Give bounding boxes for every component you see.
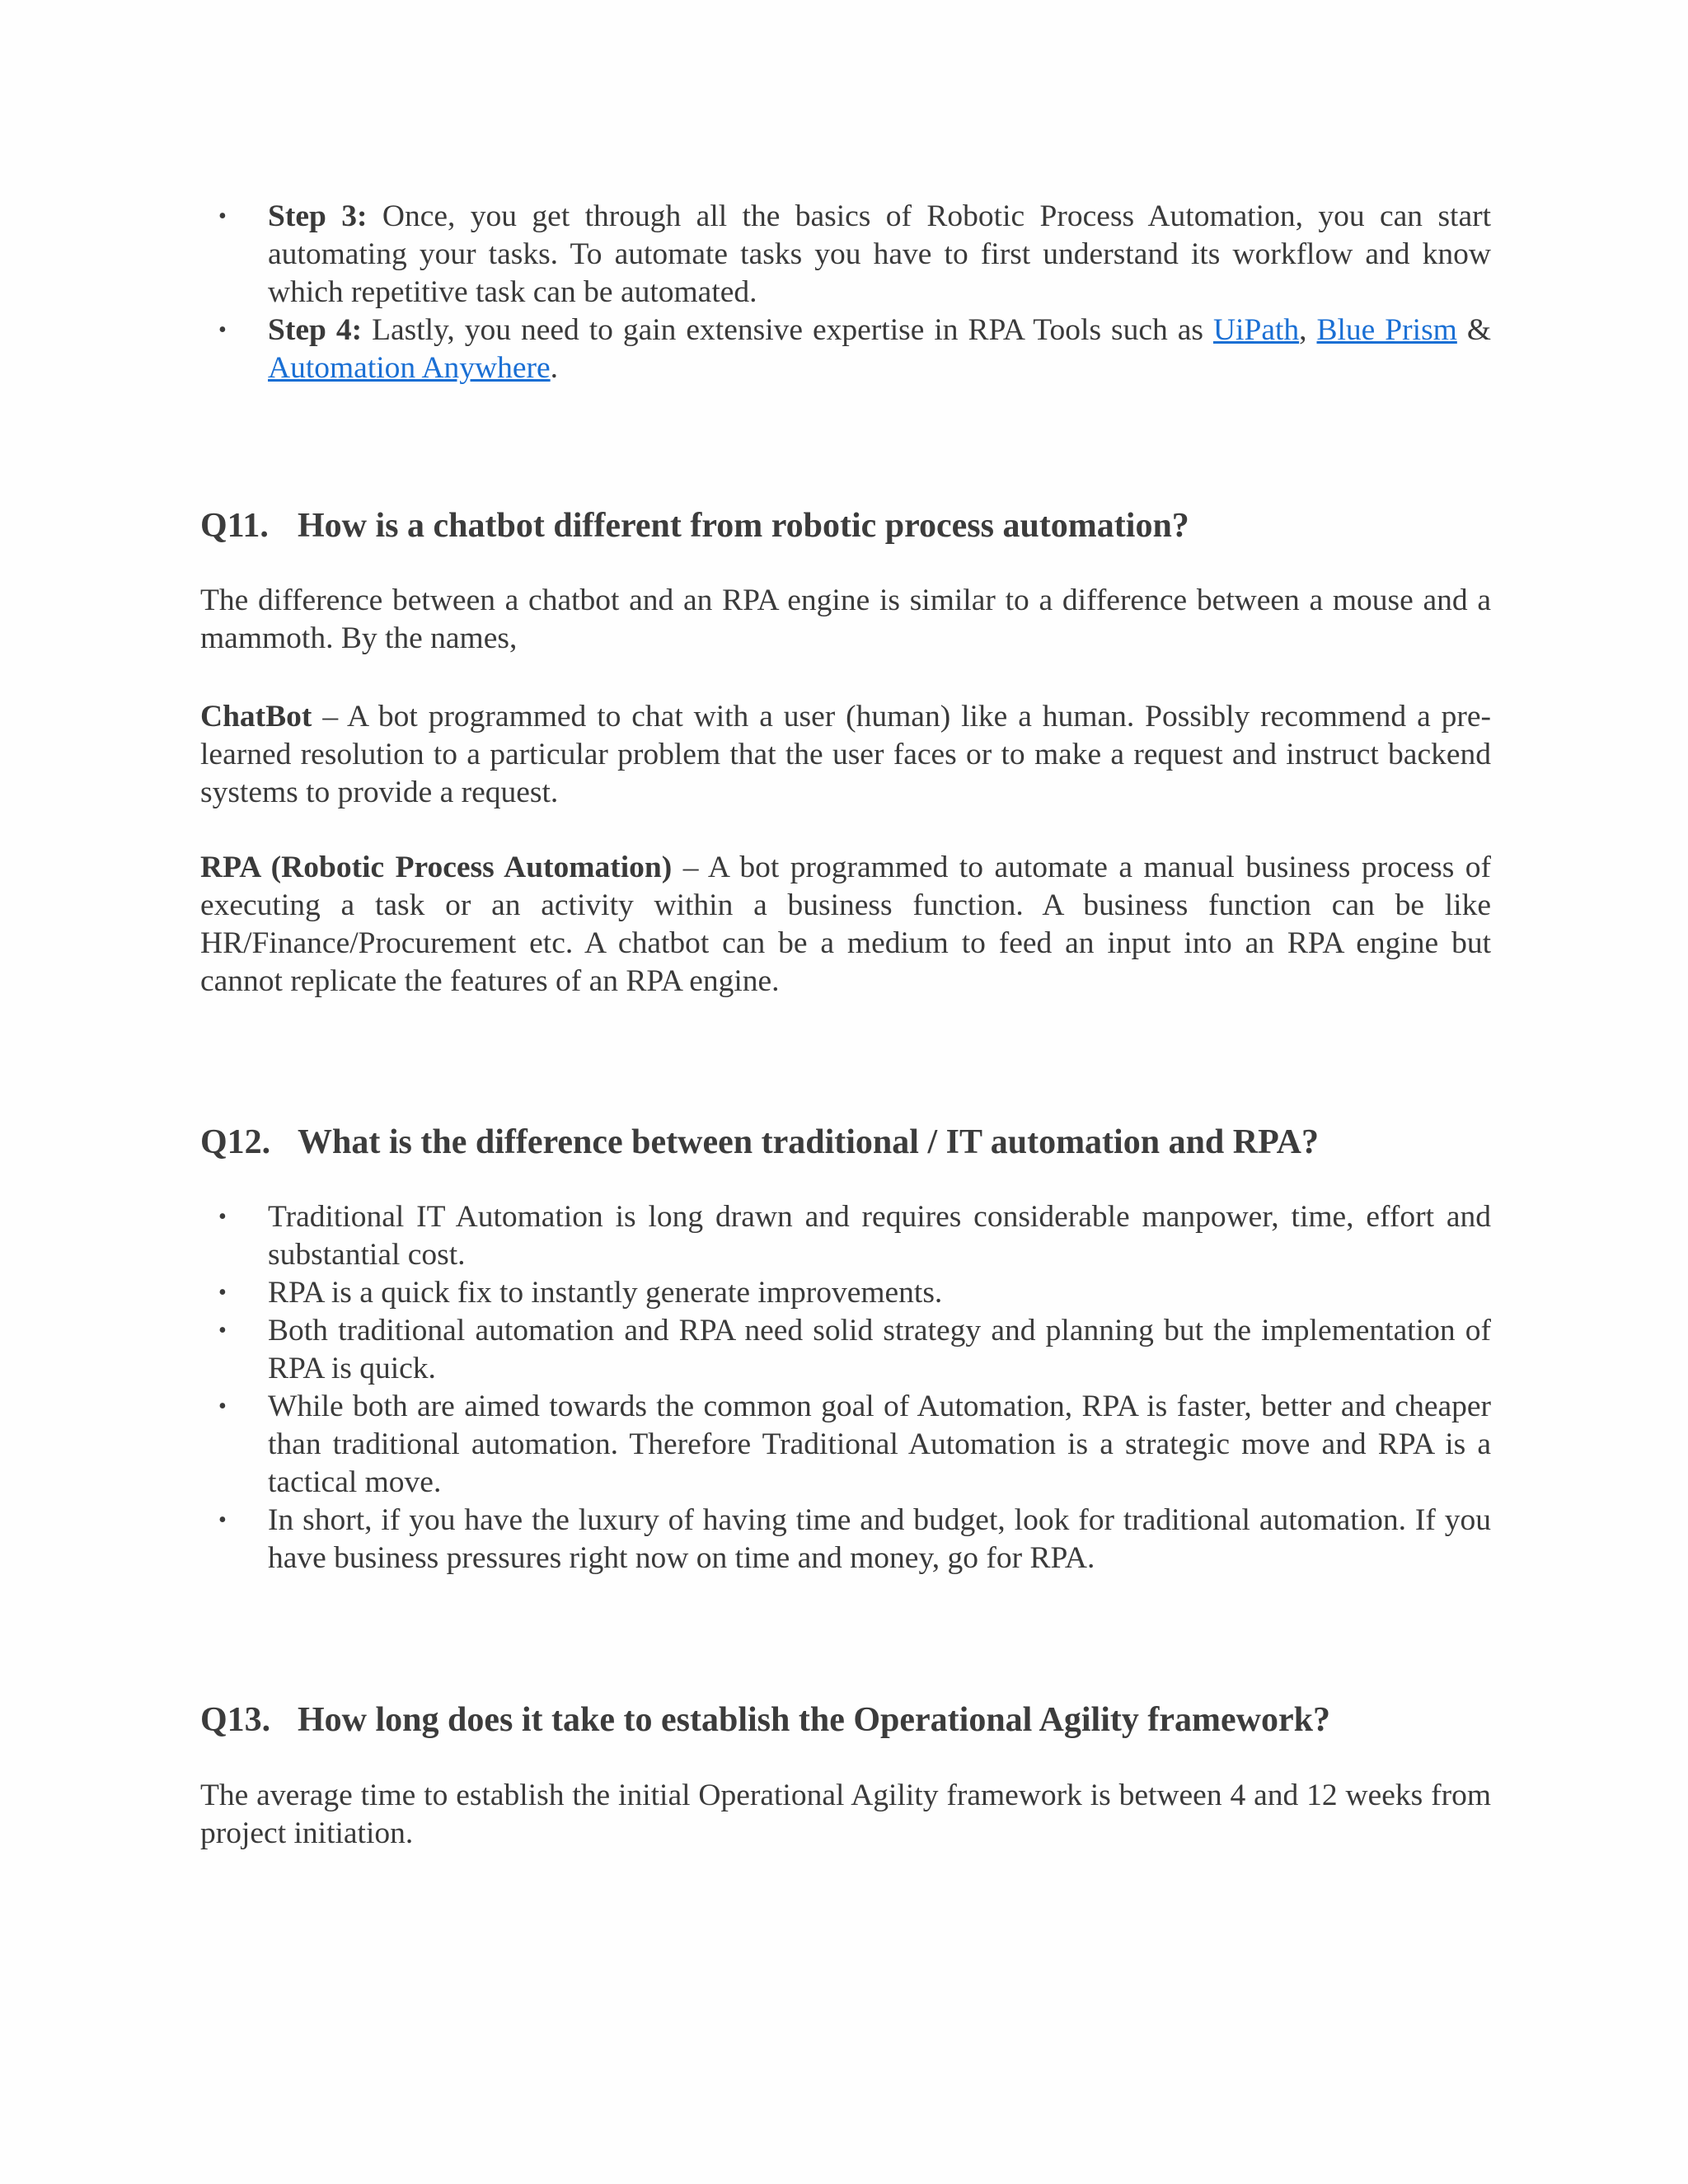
step-4-text: Lastly, you need to gain extensive expertise in RPA Tools such as xyxy=(372,313,1203,347)
q11-rpa-paragraph xyxy=(200,849,1491,1001)
chatbot-definition: – A bot programmed to chat with a user (human) like a human. Possibly recommend a pre-learned resolution to a particular problem that the user faces or to make a request and instruct backend systems to provide a request. xyxy=(200,700,1492,809)
step-4-end: . xyxy=(550,351,559,385)
q13-answer-block xyxy=(200,1777,1491,1853)
q12-bullet-text: In short, if you have the luxury of having time and budget, look for traditional automation. If you have business pressures right now on time and money, go for RPA. xyxy=(268,1503,1491,1575)
step-4-item xyxy=(200,312,1491,387)
q12-bullet-item xyxy=(200,1198,1491,1274)
q12-bullet-item xyxy=(200,1502,1491,1577)
q11-section xyxy=(200,504,1491,547)
step-3-text: Once, you get through all the basics of Robotic Process Automation, you can start automating your tasks. To automate tasks you have to first understand its workflow and know which repetitive task can be automated. xyxy=(268,199,1492,309)
q13-section xyxy=(200,1699,1491,1741)
rpa-term: RPA (Robotic Process Automation) xyxy=(200,851,673,884)
q12-bullet-text: Both traditional automation and RPA need solid strategy and planning but the implementation of RPA is quick. xyxy=(268,1314,1491,1385)
q12-heading xyxy=(200,1121,1491,1164)
bullet-icon: • xyxy=(218,1394,227,1419)
rpa-definition: – A bot programmed to automate a manual business process of executing a task or an activity within a business function. A business function can be like HR/Finance/Procurement etc. A chatbot can be a medium to feed an input into an RPA engine but cannot replicate the features of an RPA engine. xyxy=(200,851,1492,998)
bullet-icon: • xyxy=(218,204,227,229)
q11-title: How is a chatbot different from robotic process automation? xyxy=(298,507,1189,545)
automation-anywhere-link[interactable]: Automation Anywhere xyxy=(268,351,551,385)
q12-bullet-item xyxy=(200,1312,1491,1388)
q11-number: Q11. xyxy=(200,507,269,545)
bullet-icon: • xyxy=(218,1318,227,1343)
q12-bullet-text: Traditional IT Automation is long drawn and requires considerable manpower, time, effort and substantial cost. xyxy=(268,1200,1491,1272)
bullet-icon: • xyxy=(218,1204,227,1230)
uipath-link[interactable]: UiPath xyxy=(1212,313,1300,347)
chatbot-term: ChatBot xyxy=(200,700,312,733)
q11-chatbot-block xyxy=(200,698,1491,812)
bullet-icon: • xyxy=(218,1280,227,1305)
step-4-sep1: , xyxy=(1299,313,1307,347)
q12-bullet-text: While both are aimed towards the common goal of Automation, RPA is faster, better and cheaper than traditional automation. Therefore Traditional Automation is a strategic move and RPA is a tactical move. xyxy=(268,1390,1491,1499)
bullet-icon: • xyxy=(218,1507,227,1533)
step-3-label: Step 3: xyxy=(268,199,368,233)
q12-section xyxy=(200,1121,1491,1164)
q13-title: How long does it take to establish the Operational Agility framework? xyxy=(298,1701,1330,1739)
step-3-item xyxy=(200,198,1491,312)
q11-rpa-block xyxy=(200,849,1491,1001)
bullet-icon: • xyxy=(218,317,227,343)
blue-prism-link[interactable]: Blue Prism xyxy=(1316,313,1457,347)
q12-bullet-text: RPA is a quick fix to instantly generate improvements. xyxy=(268,1276,943,1310)
steps-block xyxy=(200,198,1491,387)
q11-heading xyxy=(200,504,1491,547)
q13-answer: The average time to establish the initial Operational Agility framework is between 4 and 12 weeks from project initiation. xyxy=(200,1779,1491,1850)
q12-bullet-item xyxy=(200,1388,1491,1502)
steps-list xyxy=(200,198,1491,387)
q12-bullet-list xyxy=(200,1198,1491,1577)
q12-number: Q12. xyxy=(200,1123,271,1161)
step-4-label: Step 4: xyxy=(268,313,363,347)
q11-intro: The difference between a chatbot and an RPA engine is similar to a difference between a mouse and a mammoth. By the names, xyxy=(200,583,1491,655)
q12-title: What is the difference between traditional / IT automation and RPA? xyxy=(298,1123,1319,1161)
q11-chatbot-paragraph xyxy=(200,698,1491,812)
q13-number: Q13. xyxy=(200,1701,271,1739)
step-4-sep2: & xyxy=(1466,313,1491,347)
q12-bullets-block xyxy=(200,1198,1491,1577)
q12-bullet-item xyxy=(200,1274,1491,1312)
q11-intro-block xyxy=(200,582,1491,658)
q13-heading xyxy=(200,1699,1491,1741)
